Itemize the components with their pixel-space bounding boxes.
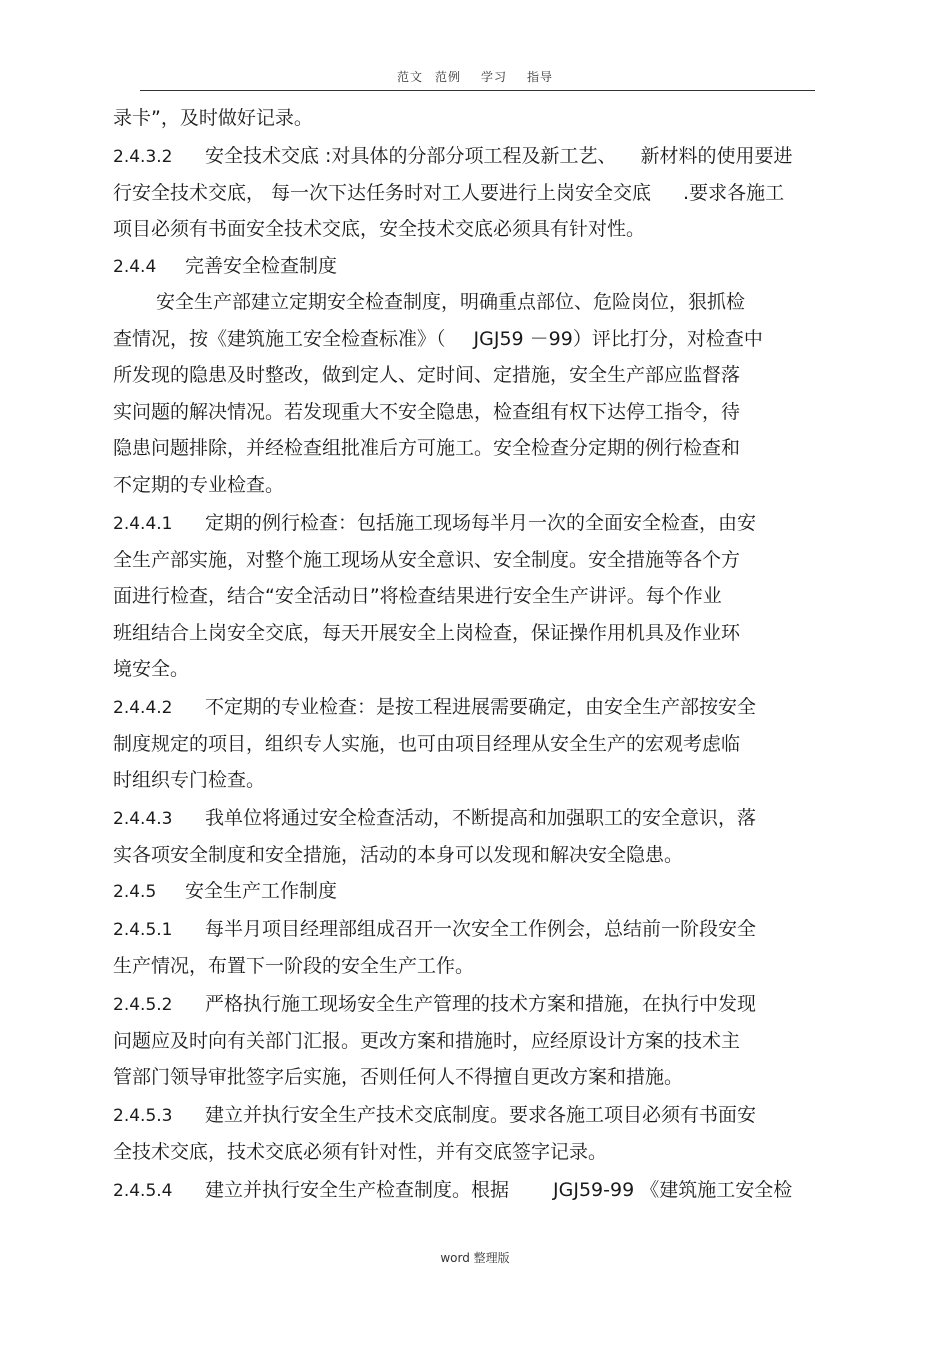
text-line	[113, 545, 740, 575]
section-number: 2.4.5.3	[113, 1106, 173, 1126]
header-item: 学习	[481, 70, 508, 84]
line-text: 班组结合上岗安全交底，每天开展安全上岗检查，保证操作用机具及作业环	[113, 622, 741, 644]
section-2-4-4-3	[113, 803, 756, 833]
line-text: 不定期的专业检查。	[113, 474, 285, 496]
text-line	[113, 840, 683, 870]
line-text: 全技术交底，技术交底必须有针对性，并有交底签字记录。	[113, 1141, 608, 1163]
line-text: 生产情况，布置下一阶段的安全生产工作。	[113, 955, 475, 977]
line-text: JGJ59-99 《建筑施工安全检	[553, 1179, 793, 1201]
section-number: 2.4.4.2	[113, 698, 173, 718]
text-line	[156, 287, 745, 317]
text-line	[113, 324, 763, 354]
line-text: 我单位将通过安全检查活动，不断提高和加强职工的安全意识，落	[205, 807, 757, 829]
text-line	[113, 178, 784, 208]
section-number: 2.4.4.3	[113, 809, 173, 829]
section-2-4-5-1	[113, 914, 756, 944]
text-line	[113, 103, 313, 133]
text-line	[113, 654, 189, 684]
line-text: 时组织专门检查。	[113, 769, 266, 791]
line-text: 新材料的使用要进	[640, 145, 793, 167]
line-text: 实问题的解决情况。若发现重大不安全隐患，检查组有权下达停工指令，待	[113, 401, 741, 423]
text-line	[113, 1062, 683, 1092]
text-line	[113, 214, 645, 244]
text-line	[113, 1137, 607, 1167]
section-number: 2.4.5.1	[113, 920, 173, 940]
section-2-4-5-4	[113, 1175, 792, 1205]
text-line	[113, 397, 740, 427]
section-2-4-5-3	[113, 1100, 756, 1130]
text-line	[113, 433, 740, 463]
section-2-4-4	[113, 251, 337, 281]
section-number: 2.4.4	[113, 257, 157, 277]
text-line	[113, 765, 265, 795]
header-item: 范例	[434, 70, 461, 84]
line-text: 严格执行施工现场安全生产管理的技术方案和措施，在执行中发现	[205, 993, 757, 1015]
line-text: 全生产部实施，对整个施工现场从安全意识、安全制度。安全措施等各个方	[113, 549, 741, 571]
line-text: 安全技术交底 :对具体的分部分项工程及新工艺、	[205, 145, 617, 167]
page-footer: word 整理版	[440, 1251, 510, 1265]
text-line	[113, 951, 474, 981]
section-number: 2.4.5.4	[113, 1181, 173, 1201]
line-text: 每半月项目经理部组成召开一次安全工作例会，总结前一阶段安全	[205, 918, 757, 940]
text-line	[113, 360, 740, 390]
section-number: 2.4.5.2	[113, 995, 173, 1015]
line-text: 问题应及时向有关部门汇报。更改方案和措施时，应经原设计方案的技术主	[113, 1030, 741, 1052]
line-text: 所发现的隐患及时整改，做到定人、定时间、定措施，安全生产部应监督落	[113, 364, 741, 386]
text-line	[113, 470, 284, 500]
line-text: 安全生产部建立定期安全检查制度，明确重点部位、危险岗位，狠抓检	[156, 291, 746, 313]
text-line	[113, 581, 722, 611]
line-text: 不定期的专业检查：是按工程进展需要确定，由安全生产部按安全	[205, 696, 757, 718]
section-heading: 安全生产工作制度	[185, 880, 338, 902]
line-text: 项目必须有书面安全技术交底，安全技术交底必须具有针对性。	[113, 218, 646, 240]
line-text: 查情况，按《建筑施工安全检查标准》（	[113, 328, 446, 350]
line-text: 管部门领导审批签字后实施，否则任何人不得擅自更改方案和措施。	[113, 1066, 684, 1088]
text-line	[113, 729, 740, 759]
line-text: 实各项安全制度和安全措施，活动的本身可以发现和解决安全隐患。	[113, 844, 684, 866]
line-text: 录卡”，及时做好记录。	[113, 107, 313, 129]
line-text: 隐患问题排除，并经检查组批准后方可施工。安全检查分定期的例行检查和	[113, 437, 741, 459]
line-text: 行安全技术交底， 每一次下达任务时对工人要进行上岗安全交底	[113, 182, 652, 204]
text-line	[113, 618, 740, 648]
line-text: JGJ59 －99）评比打分，对检查中	[473, 328, 763, 350]
section-2-4-5-2	[113, 989, 756, 1019]
section-2-4-4-2	[113, 692, 756, 722]
line-text: 制度规定的项目，组织专人实施，也可由项目经理从安全生产的宏观考虑临	[113, 733, 741, 755]
section-number: 2.4.4.1	[113, 514, 173, 534]
line-text: .要求各施工	[683, 182, 785, 204]
section-number: 2.4.3.2	[113, 147, 173, 167]
text-line	[113, 1026, 740, 1056]
header-item: 范文	[396, 70, 423, 84]
line-text: 建立并执行安全生产检查制度。根据	[205, 1179, 510, 1201]
section-2-4-3-2	[113, 141, 792, 171]
line-text: 建立并执行安全生产技术交底制度。要求各施工项目必须有书面安	[205, 1104, 757, 1126]
section-heading: 完善安全检查制度	[185, 255, 338, 277]
header-rule	[140, 90, 815, 91]
header-item: 指导	[527, 70, 554, 84]
page-header	[0, 68, 950, 85]
line-text: 定期的例行检查：包括施工现场每半月一次的全面安全检查，由安	[205, 512, 757, 534]
section-number: 2.4.5	[113, 882, 157, 902]
section-2-4-5	[113, 876, 337, 906]
line-text: 面进行检查，结合“安全活动日”将检查结果进行安全生产讲评。每个作业	[113, 585, 722, 607]
section-2-4-4-1	[113, 508, 756, 538]
line-text: 境安全。	[113, 658, 190, 680]
